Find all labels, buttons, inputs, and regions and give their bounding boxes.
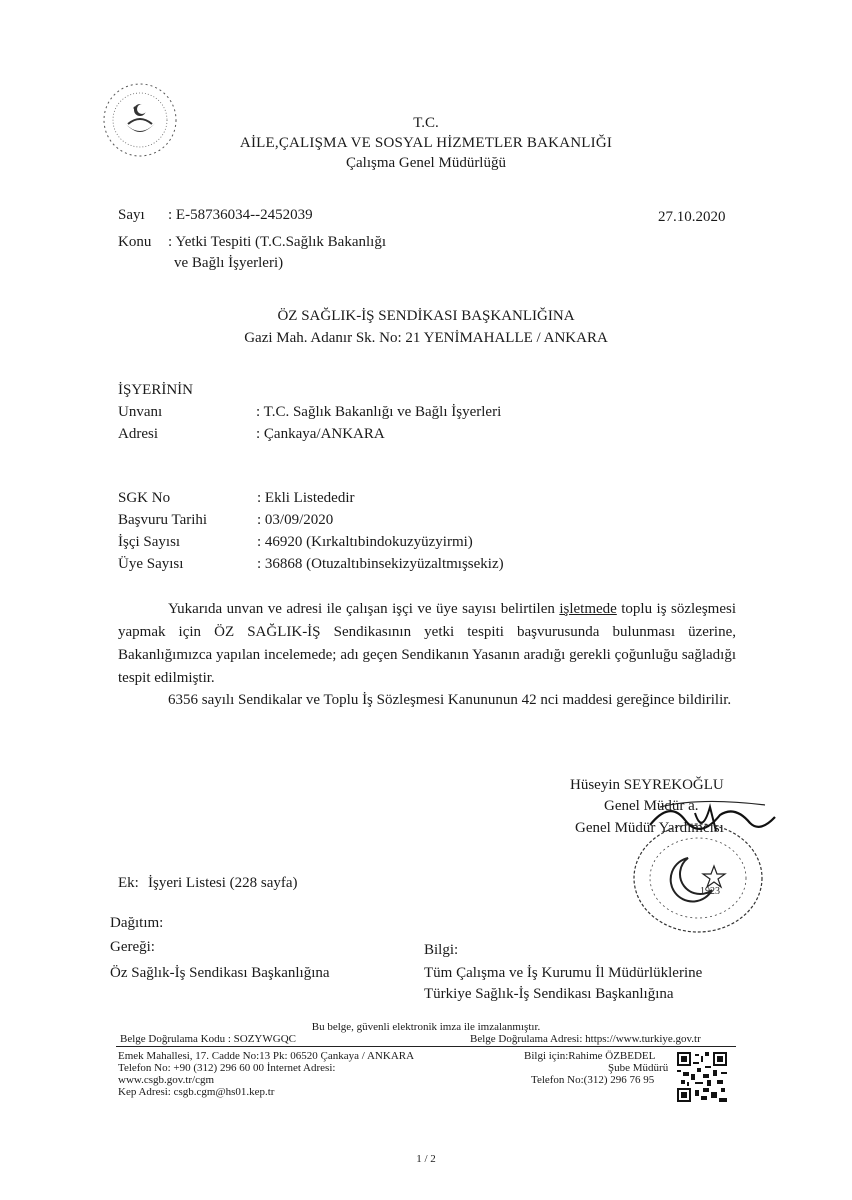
konu-value: : Yetki Tespiti (T.C.Sağlık Bakanlığı [168,234,386,250]
footer-phone: Telefon No: +90 (312) 296 60 00 İnternet Adresi: [118,1062,336,1074]
workplace-value: : T.C. Sağlık Bakanlığı ve Bağlı İşyerleri [256,404,502,420]
workplace-heading: İŞYERİNİN [118,382,193,398]
header-tc: T.C. [413,115,439,131]
info-contact: Bilgi için:Rahime ÖZBEDEL [524,1050,656,1062]
info-title: Şube Müdürü [608,1062,669,1074]
bilgi-recipient: Tüm Çalışma ve İş Kurumu İl Müdürlüklerine [424,965,703,981]
footer-divider [116,1046,736,1047]
workplace-label: Unvanı [118,404,163,420]
addressee-name: ÖZ SAĞLIK-İŞ SENDİKASI BAŞKANLIĞINA [277,308,575,324]
geregi-recipient: Öz Sağlık-İş Sendikası Başkanlığına [110,965,330,981]
qr-code [677,1052,727,1102]
verify-code: Belge Doğrulama Kodu : SOZYWGQC [120,1033,296,1045]
workplace-label: Adresi [118,426,158,442]
directorate-name: Çalışma Genel Müdürlüğü [346,155,506,171]
body-paragraph-1: Yukarıda unvan ve adresi ile çalışan işçi ve üye sayısı belirtilen işletmede toplu iş sözleşmesi yapmak için ÖZ SAĞLIK-İŞ Sendikasının yetki tespiti başvurusunda bulunması üzerine, Bakanlığımızca yapılan incelemede; adı geçen Sendikanın Yasanın aradığı gerekli çoğunluğu sağladığı tespit edilmiştir. [118,601,736,686]
sayi-label: Sayı [118,207,145,223]
esign-note: Bu belge, güvenli elektronik imza ile imzalanmıştır. [311,1021,541,1033]
official-stamp [628,818,768,938]
geregi-label: Gereği: [110,939,155,955]
footer-address: Emek Mahallesi, 17. Cadde No:13 Pk: 06520 Çankaya / ANKARA [118,1050,415,1062]
detail-label: İşçi Sayısı [118,534,181,550]
footer-web: www.csgb.gov.tr/cgm [118,1074,215,1086]
sayi-value: : E-58736034--2452039 [168,207,313,223]
signer-title-1: Genel Müdür a. [604,798,699,814]
addressee-address: Gazi Mah. Adanır Sk. No: 21 YENİMAHALLE / ANKARA [244,330,608,346]
bilgi-label: Bilgi: [424,942,459,958]
konu-value-cont: ve Bağlı İşyerleri) [174,255,284,271]
detail-value: : 03/09/2020 [257,512,334,528]
detail-label: Üye Sayısı [118,556,184,572]
detail-label: SGK No [118,490,171,506]
detail-label: Başvuru Tarihi [118,512,208,528]
bilgi-recipient: Türkiye Sağlık-İş Sendikası Başkanlığına [424,986,674,1002]
body-paragraph-2: 6356 sayılı Sendikalar ve Toplu İş Sözleşmesi Kanununun 42 nci maddesi gereğince bildirilir. [168,692,732,708]
detail-value: : 46920 (Kırkaltıbindokuzyüzyirmi) [257,534,473,550]
underlined-word: işletmede [559,601,617,617]
document-date: 27.10.2020 [658,209,726,225]
detail-value: : 36868 (Otuzaltıbinsekizyüzaltmışsekiz) [257,556,504,572]
footer-kep: Kep Adresi: csgb.cgm@hs01.kep.tr [118,1086,275,1098]
workplace-value: : Çankaya/ANKARA [256,426,385,442]
konu-label: Konu [118,234,152,250]
signer-name: Hüseyin SEYREKOĞLU [570,777,724,793]
attachment-value: İşyeri Listesi (228 sayfa) [148,875,298,891]
stamp-number: 1923 [700,886,720,897]
ministry-name: AİLE,ÇALIŞMA VE SOSYAL HİZMETLER BAKANLIĞI [239,135,613,151]
verify-url: Belge Doğrulama Adresi: https://www.turkiye.gov.tr [470,1033,701,1045]
signer-title-2: Genel Müdür Yardımcısı [575,820,724,836]
detail-value: : Ekli Listededir [257,490,355,506]
page-number: 1 / 2 [416,1153,436,1165]
attachment-label: Ek: [118,875,139,891]
distribution-label: Dağıtım: [110,915,164,931]
info-phone: Telefon No:(312) 296 76 95 [531,1074,655,1086]
